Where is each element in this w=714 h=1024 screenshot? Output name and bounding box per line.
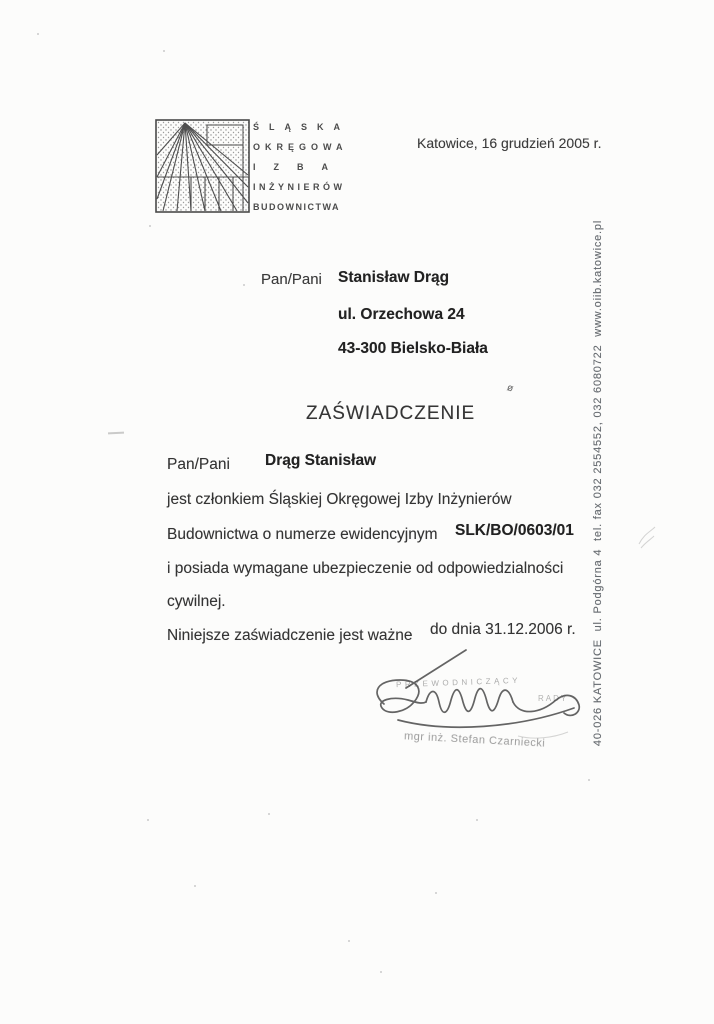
handwritten-signature-icon <box>368 648 598 748</box>
scan-speck <box>380 971 382 973</box>
recipient-name: Stanisław Drąg <box>338 269 450 286</box>
chamber-emblem-icon <box>155 119 250 213</box>
scan-speck <box>243 284 245 286</box>
recipient-street: ul. Orzechowa 24 <box>338 306 465 323</box>
scan-speck <box>268 813 270 815</box>
scan-speck <box>588 779 590 781</box>
chamber-name-line: BUDOWNICTWA <box>253 202 340 212</box>
scan-speck <box>435 892 437 894</box>
body-line-validity: Niniejsze zaświadczenie jest ważne <box>167 627 413 644</box>
body-line-number-prefix: Budownictwa o numerze ewidencyjnym <box>167 526 438 543</box>
document-title: ZAŚWIADCZENIE <box>306 403 476 424</box>
member-name: Drąg Stanisław <box>265 452 377 469</box>
recipient-label: Pan/Pani <box>261 271 322 288</box>
chamber-name-line: ŚLĄSKA <box>253 122 351 132</box>
chamber-name-line: IZBA <box>253 162 346 172</box>
stamp-text-chairman: PRZEWODNICZĄCY <box>395 675 522 690</box>
chamber-name <box>253 122 349 212</box>
validity-date: do dnia 31.12.2006 r. <box>430 621 576 638</box>
body-line-membership: jest członkiem Śląskiej Okręgowej Izby Inżynierów <box>167 491 512 508</box>
scan-speck <box>348 940 350 942</box>
chamber-address-sidebar: 40-026 KATOWICE ul. Podgórna 4 tel. fax 032 2554552, 032 6080722 www.oiib.katowice.pl <box>592 219 604 747</box>
scan-speck <box>37 33 39 35</box>
signer-name: mgr inż. Stefan Czarniecki <box>403 730 546 750</box>
scan-speck <box>163 50 165 52</box>
chamber-name-line: OKRĘGOWA <box>253 142 348 152</box>
scan-artifact-dash <box>108 432 124 435</box>
ink-smudge: ø <box>505 382 515 395</box>
member-number: SLK/BO/0603/01 <box>455 522 574 539</box>
scan-artifact-scribble <box>636 524 658 550</box>
scan-speck <box>476 819 478 821</box>
scan-speck <box>147 819 149 821</box>
scan-speck <box>194 885 196 887</box>
recipient-city: 43-300 Bielsko-Biała <box>338 340 488 357</box>
scan-speck <box>149 225 151 227</box>
body-salutation-label: Pan/Pani <box>167 456 230 473</box>
body-line-civil: cywilnej. <box>167 593 226 610</box>
chamber-name-line: INŻYNIERÓW <box>253 182 346 192</box>
chamber-logo <box>155 119 395 215</box>
signature-block <box>368 648 598 763</box>
body-line-insurance: i posiada wymagane ubezpieczenie od odpowiedzialności <box>167 560 564 577</box>
stamp-text-council: RADY <box>538 694 569 703</box>
place-and-date: Katowice, 16 grudzień 2005 r. <box>417 135 602 151</box>
